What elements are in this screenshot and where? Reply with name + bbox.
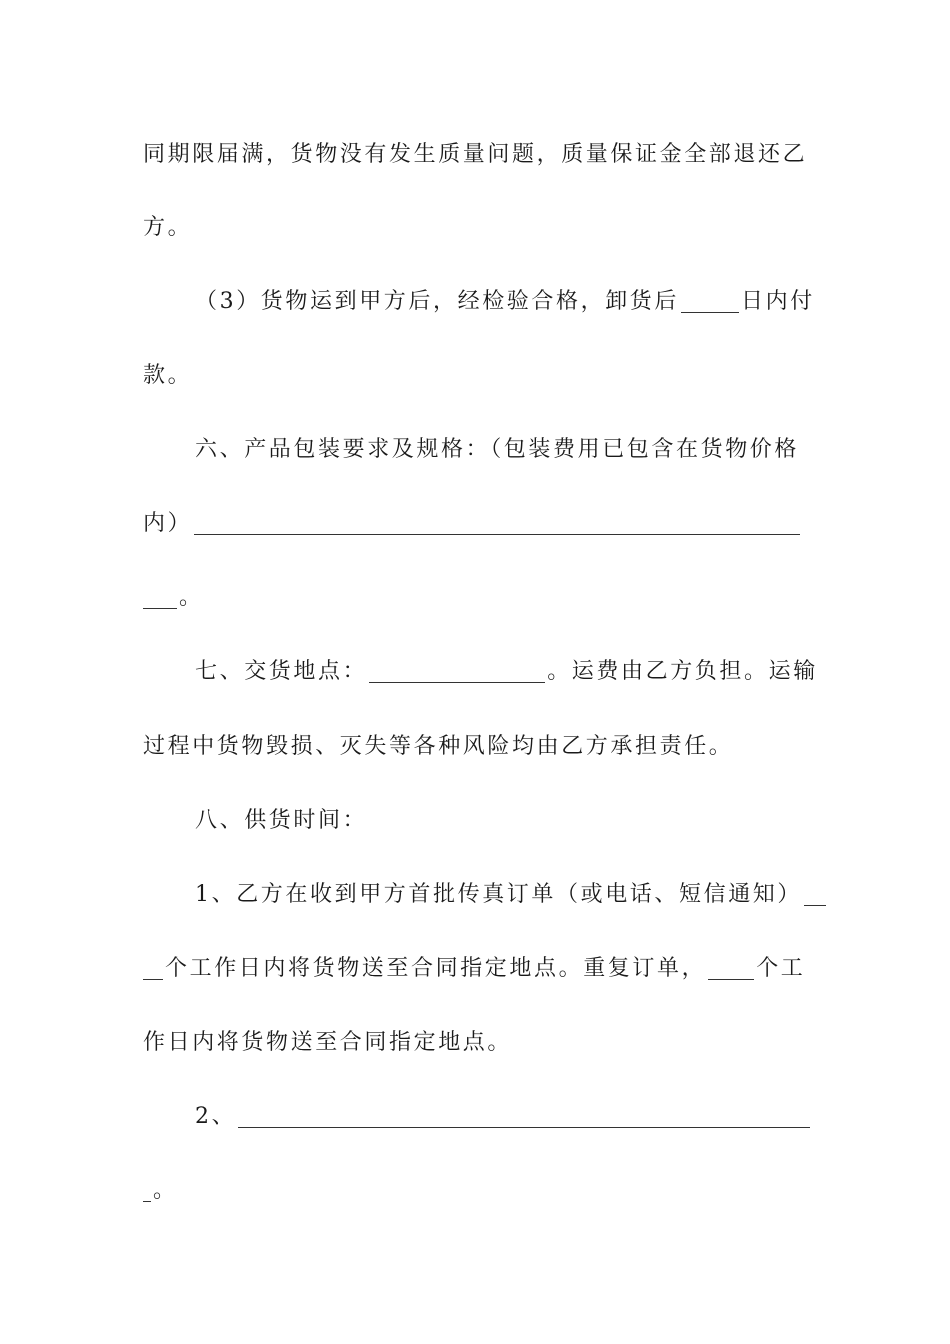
paragraph-text: 六、产品包装要求及规格：（包装费用已包含在货物价格	[195, 437, 800, 462]
text-line	[143, 578, 204, 618]
paragraph-text: 同期限届满，货物没有发生质量问题，质量保证金全部退还乙	[143, 142, 808, 167]
paragraph-text: 个工	[756, 956, 806, 981]
paragraph-text: 1、乙方在收到甲方首批传真订单（或电话、短信通知）	[195, 882, 802, 907]
paragraph-text: 款。	[143, 363, 193, 388]
fill-in-blank[interactable]	[143, 949, 163, 980]
paragraph-text: （3）货物运到甲方后，经检验合格，卸货后	[195, 289, 679, 314]
text-line	[195, 1097, 812, 1137]
paragraph-text: 八、供货时间：	[195, 808, 368, 833]
text-line	[195, 875, 828, 915]
fill-in-blank[interactable]	[708, 949, 754, 980]
paragraph-text: 方。	[143, 215, 193, 240]
paragraph-text: 过程中货物毁损、灭失等各种风险均由乙方承担责任。	[143, 734, 734, 759]
paragraph-text: 。运费由乙方负担。运输	[547, 659, 818, 684]
fill-in-blank[interactable]	[804, 875, 826, 906]
paragraph-text: 2、	[195, 1104, 237, 1129]
paragraph-text: 。	[153, 1178, 178, 1203]
fill-in-blank[interactable]	[143, 578, 177, 609]
paragraph-text: 个工作日内将货物送至合同指定地点。重复订单，	[165, 956, 707, 981]
paragraph-text: 作日内将货物送至合同指定地点。	[143, 1030, 513, 1055]
fill-in-blank[interactable]	[681, 282, 739, 313]
text-line	[143, 1023, 512, 1063]
text-line	[195, 282, 815, 322]
paragraph-text: 。	[179, 585, 204, 610]
fill-in-blank[interactable]	[194, 504, 800, 535]
paragraph-text: 七、交货地点：	[195, 659, 368, 684]
fill-in-blank[interactable]	[143, 1171, 151, 1202]
section-heading-6	[195, 430, 799, 470]
text-line	[143, 135, 807, 175]
text-line	[143, 356, 192, 396]
text-line	[143, 727, 733, 767]
text-line	[143, 1171, 178, 1211]
fill-in-blank[interactable]	[369, 652, 545, 683]
section-heading-7	[195, 652, 818, 692]
paragraph-text: 日内付	[741, 289, 815, 314]
section-heading-8	[195, 801, 367, 841]
text-line	[143, 949, 805, 989]
fill-in-blank[interactable]	[238, 1097, 810, 1128]
text-line	[143, 208, 192, 248]
text-line	[143, 504, 802, 544]
paragraph-text: 内）	[143, 511, 193, 536]
